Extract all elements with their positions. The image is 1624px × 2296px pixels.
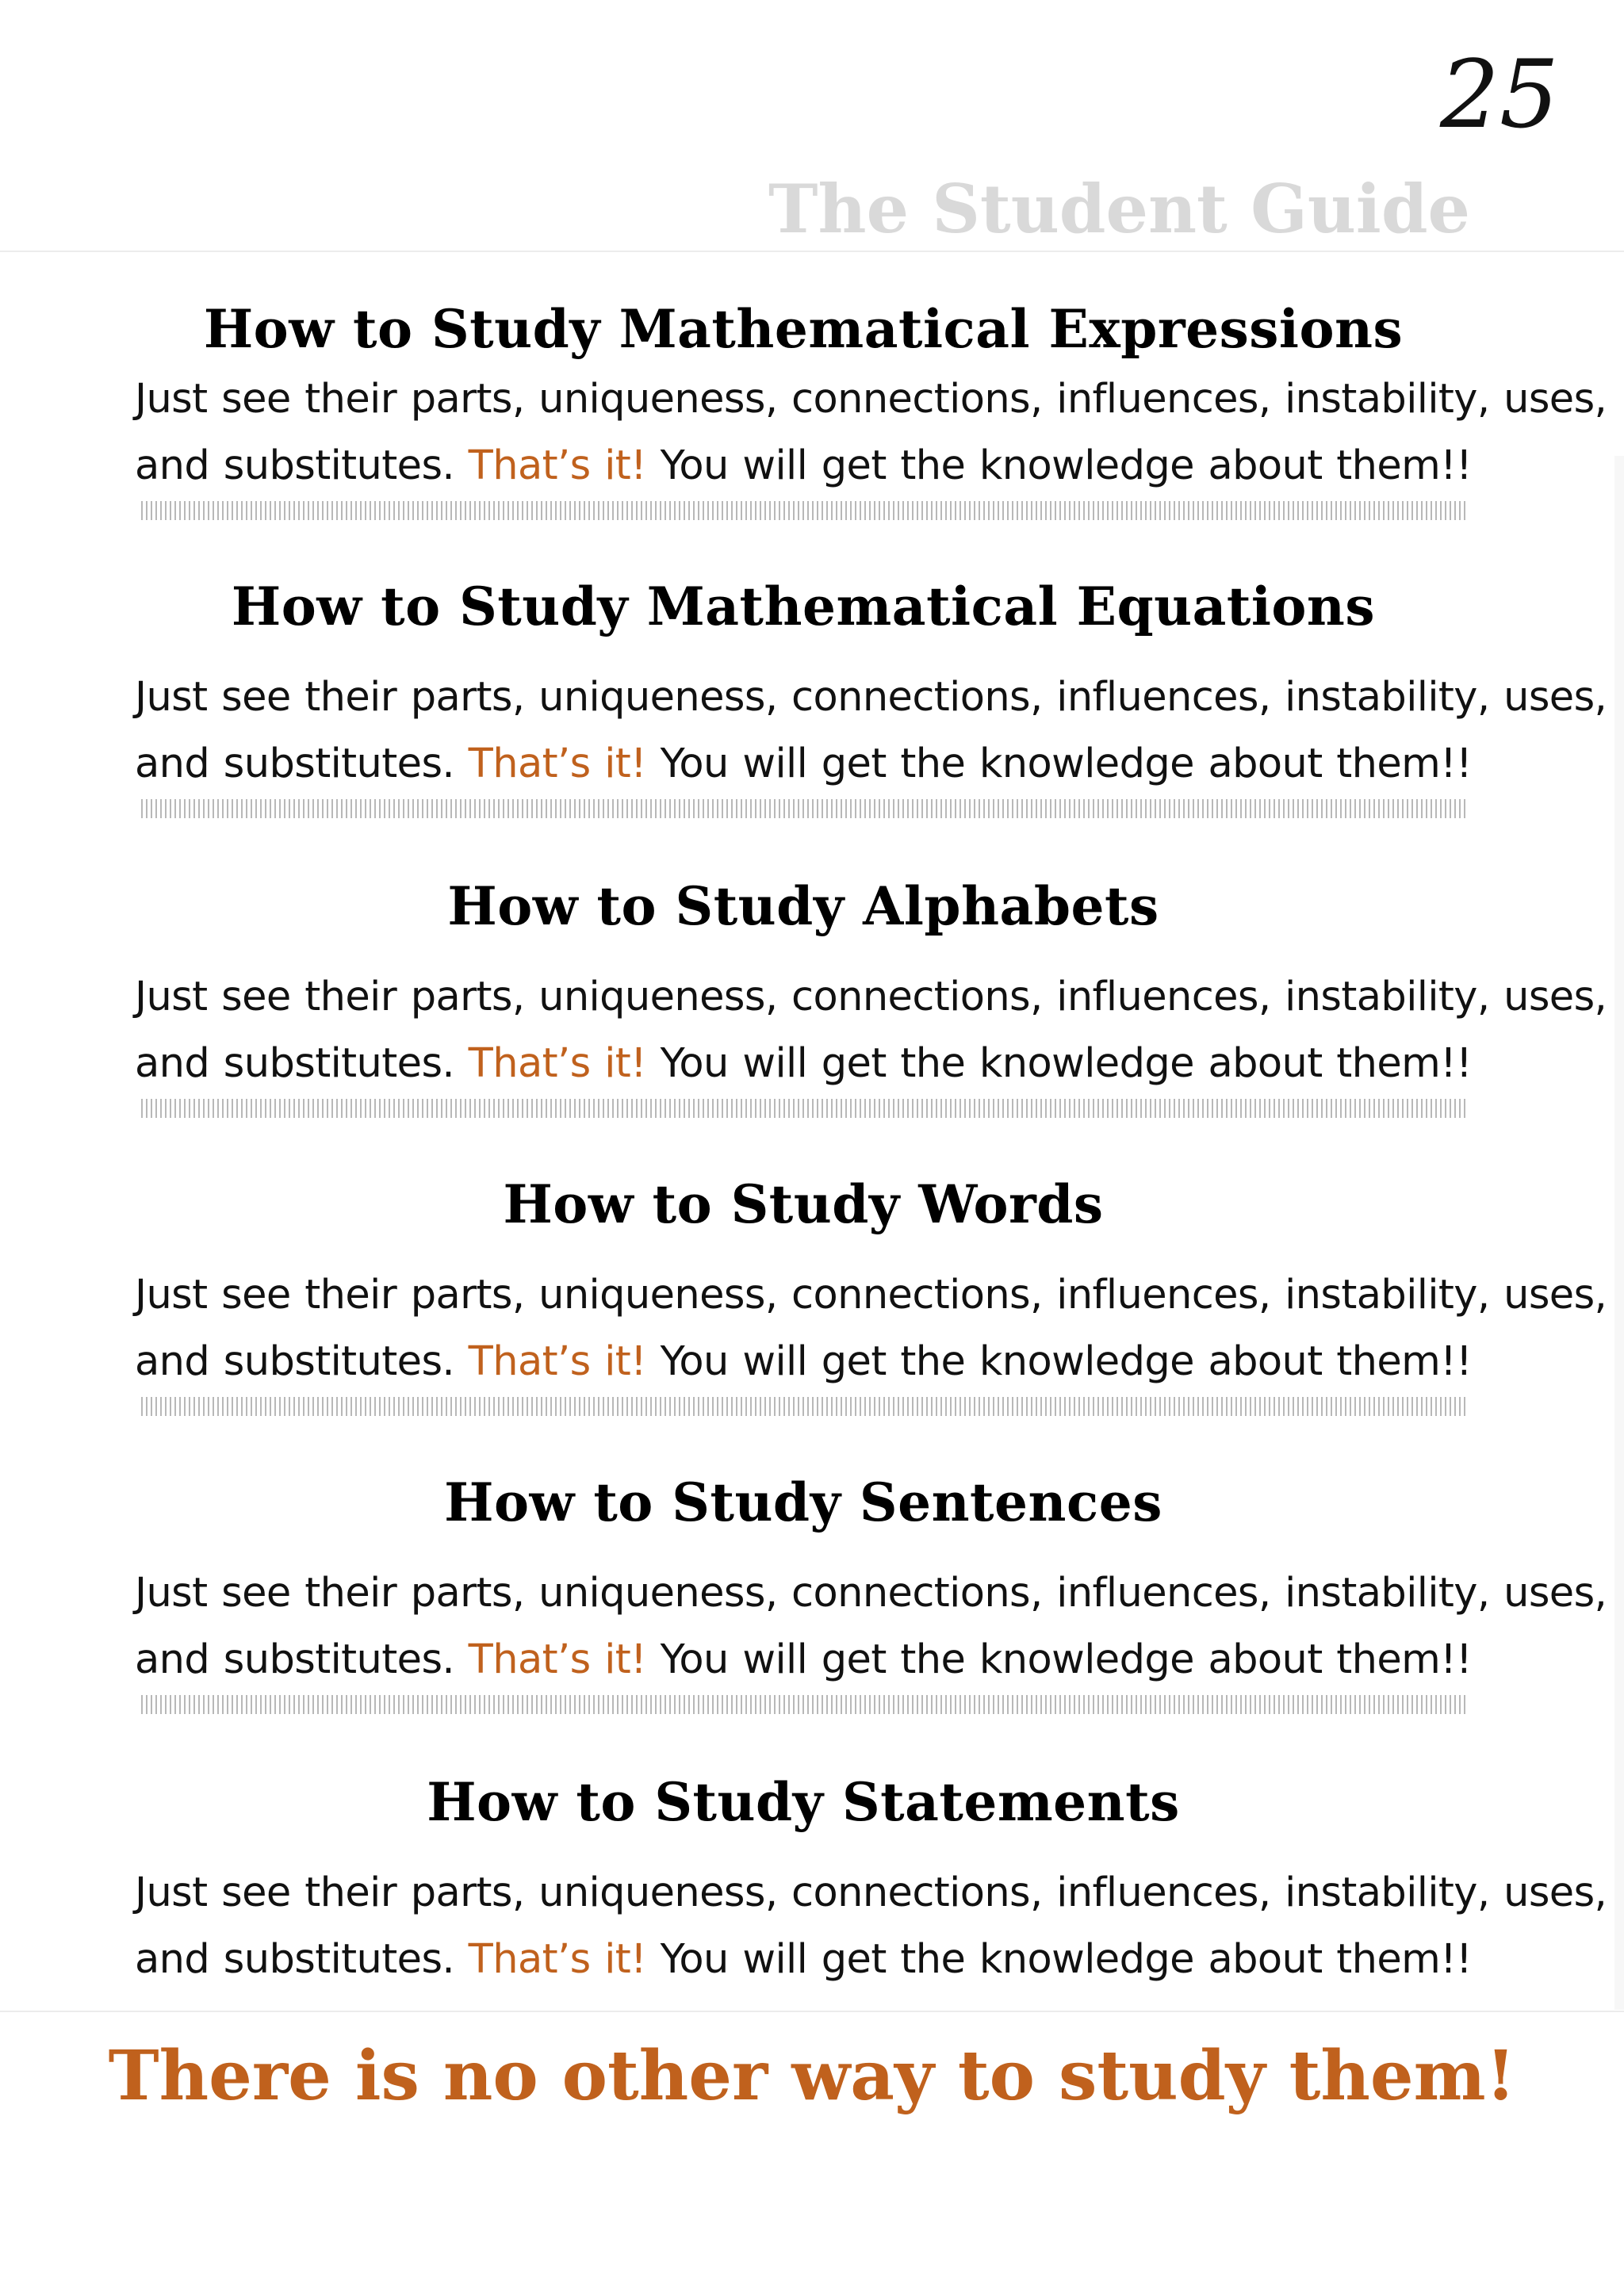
body-text-end: You will get the knowledge about them!! xyxy=(660,1936,1472,1983)
body-text-end: You will get the knowledge about them!! xyxy=(660,740,1472,787)
body-line-2 xyxy=(135,731,1472,798)
section-mathematical-equations xyxy=(135,576,1607,818)
highlight-text: That’s it! xyxy=(468,1040,647,1087)
section-mathematical-expressions xyxy=(135,298,1607,520)
body-line-1: Just see their parts, uniqueness, connections, influences, instability, uses, xyxy=(135,1869,1607,1916)
highlight-text: That’s it! xyxy=(468,1636,647,1683)
highlight-text: That’s it! xyxy=(468,1338,647,1385)
body-line-1: Just see their parts, uniqueness, connections, influences, instability, uses, xyxy=(135,974,1607,1020)
body-text-start: and substitutes. xyxy=(135,1636,455,1683)
section-heading: How to Study Mathematical Equations xyxy=(231,576,1376,637)
body-text-start: and substitutes. xyxy=(135,442,455,489)
section-body xyxy=(135,664,1607,798)
closing-statement: There is no other way to study them! xyxy=(108,2036,1516,2116)
body-text-end: You will get the knowledge about them!! xyxy=(660,1636,1472,1683)
body-line-1: Just see their parts, uniqueness, connections, influences, instability, uses, xyxy=(135,674,1607,721)
body-line-2 xyxy=(135,1627,1472,1693)
body-text-end: You will get the knowledge about them!! xyxy=(660,442,1472,489)
body-line-2 xyxy=(135,1329,1472,1395)
section-heading: How to Study Alphabets xyxy=(447,875,1159,937)
running-title: The Student Guide xyxy=(768,170,1470,248)
body-line-2 xyxy=(135,433,1472,499)
highlight-text: That’s it! xyxy=(468,740,647,787)
section-body xyxy=(135,964,1607,1097)
section-body xyxy=(135,1262,1607,1395)
section-heading: How to Study Words xyxy=(503,1173,1104,1235)
highlight-text: That’s it! xyxy=(468,442,647,489)
header-rule xyxy=(0,251,1624,252)
closing-rule xyxy=(0,2011,1624,2012)
section-sentences xyxy=(135,1471,1607,1714)
body-line-2 xyxy=(135,1031,1472,1097)
body-text-start: and substitutes. xyxy=(135,1040,455,1087)
section-heading: How to Study Sentences xyxy=(444,1471,1162,1533)
section-statements xyxy=(135,1771,1607,1993)
body-text-start: and substitutes. xyxy=(135,740,455,787)
section-body xyxy=(135,1860,1607,1993)
highlight-text: That’s it! xyxy=(468,1936,647,1983)
section-divider xyxy=(141,1695,1467,1714)
side-shade xyxy=(1614,456,1624,2010)
section-divider xyxy=(141,799,1467,818)
body-line-1: Just see their parts, uniqueness, connections, influences, instability, uses, xyxy=(135,1272,1607,1318)
section-body xyxy=(135,1560,1607,1693)
section-divider xyxy=(141,501,1467,520)
body-text-start: and substitutes. xyxy=(135,1936,455,1983)
body-text-end: You will get the knowledge about them!! xyxy=(660,1040,1472,1087)
body-text-start: and substitutes. xyxy=(135,1338,455,1385)
section-alphabets xyxy=(135,875,1607,1118)
body-line-1: Just see their parts, uniqueness, connections, influences, instability, uses, xyxy=(135,1570,1607,1617)
page-number: 25 xyxy=(1439,40,1559,149)
body-line-1: Just see their parts, uniqueness, connections, influences, instability, uses, xyxy=(135,376,1607,423)
body-line-2 xyxy=(135,1927,1472,1993)
section-heading: How to Study Mathematical Expressions xyxy=(203,298,1404,360)
section-words xyxy=(135,1173,1607,1416)
section-heading: How to Study Statements xyxy=(427,1771,1180,1833)
body-text-end: You will get the knowledge about them!! xyxy=(660,1338,1472,1385)
section-body xyxy=(135,366,1607,499)
section-divider xyxy=(141,1099,1467,1118)
section-divider xyxy=(141,1397,1467,1416)
